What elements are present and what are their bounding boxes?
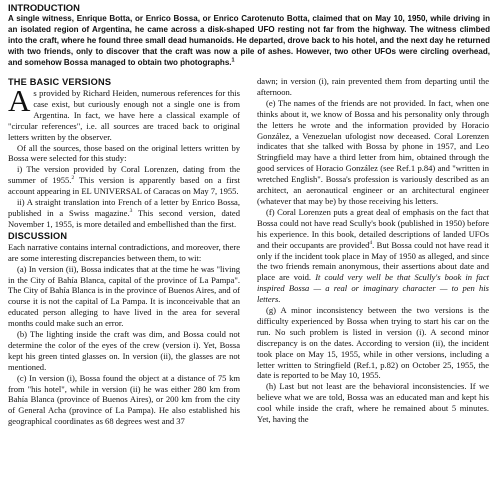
paragraph [8, 83, 240, 143]
paragraph-text: ii) A straight translation into French of a letter by Enrico Bossa, published in a Swiss magazine. [8, 197, 240, 218]
paragraph: (a) In version (ii), Bossa indicates that at the time he was "living in the City of Bahía Blanca, capital of the province of La Pampa". The City of Bahía Blanca is in the province of Buenos Aires, and of course it is not the capital of La Pampa. It is inconceivable that an educated person alleging to have lived in the area for several months could make such an error. [8, 263, 240, 329]
paragraph-text: s provided by Richard Heiden, numerous references for this case exist, but curiously enough not a single one is from Argentina. In fact, we have here a classical example of "circular references", i.e. all sources are traced back to original letters written by the observer. [8, 88, 240, 142]
paragraph: (h) Last but not least are the behavioral inconsistencies. If we believe what we are told, Bossa was an educated man and kept his cool while inside the craft, where he remained about 5 minutes. Yet, having the [257, 381, 489, 425]
footnote-ref: 2 [71, 175, 75, 182]
paragraph: (e) The names of the friends are not provided. In fact, when one thinks about it, we know of Bossa and his personality only through the letters he wrote and the information provided by Horacio González, a Venezuelan ufologist now deceased. Coral Lorenzen indicates that she talked with Bossa by phone in 1957, and Leo Stringfield may have a third letter from him, obtained through the good services of Horacio González (see Ref.1 p.84) and "written in wretched English". Bossa's profession is variously described as an architect, an aeronautical engineer or an architectural engineer (whatever that may be) by those receiving his letters. [257, 97, 489, 206]
paragraph: (c) In version (i), Bossa found the object at a distance of 75 km from "his hotel", while in version (ii) he was either 280 km from Bahía Blanca (province of Buenos Aires), or 200 km from the city of General Acha (province of La Pampa). He also established his geographical coordinates as 68 degrees west and 37 [8, 372, 240, 427]
paragraph-text: This version is apparently based on a first account appearing in EL UNIVERSAL of Caracas on May 7, 1955. [8, 175, 240, 197]
footnote-ref: 3 [129, 208, 133, 215]
paragraph-text: . But Bossa could not have read it only if the incident took place in May of 1950 as alleged, and since the two friends remain anonymous, their assertions about date and place are void. [257, 239, 489, 283]
footnote-ref: 4 [369, 239, 373, 246]
introduction-text [8, 13, 490, 68]
right-column [257, 76, 489, 425]
paragraph: dawn; in version (i), rain prevented them from departing until the afternoon. [257, 76, 489, 97]
paragraph: (b) The lighting inside the craft was dim, and Bossa could not determine the color of the eyes of the crew (version i). Yet, Bossa kept his green tinted glasses on. In version (ii), the glasses are not mentioned. [8, 329, 240, 372]
paragraph: Of all the sources, those based on the original letters written by Bossa were selected for this study: [8, 142, 240, 164]
left-column [8, 76, 240, 427]
paragraph: (g) A minor inconsistency between the two versions is the difficulty experienced by Bossa when trying to start his car on the run. No such problem is listed in version (i). A second minor discrepancy is on the dates. According to version (ii), the incident took place on May 15, 1955, while in other versions, including a letter written to Stringfield (Ref.1, p.82) on October 25, 1955, the date is reported to be May 10, 1955. [257, 305, 489, 381]
paragraph-text: This second version, dated November 1, 1955, is more detailed and embellished than the first. [8, 207, 240, 229]
paragraph [8, 164, 240, 197]
paragraph-text: (f) Coral Lorenzen puts a great deal of emphasis on the fact that Bossa could not have read Scully's book (published in 1950) before his experience. In this book, detailed descriptions of landed UFOs and their occupants are provided [257, 206, 489, 250]
paragraph: Each narrative contains internal contradictions, and moreover, there are some interesting discrepancies between them, to wit: [8, 241, 240, 263]
introduction-body: A single witness, Enrique Botta, or Enrico Bossa, or Enrico Carotenuto Botta, claimed that on May 10, 1950, while driving in an isolated region of Argentina, he came across a disk-shaped UFO resting not far from the highway. The witness climbed into the craft, where he found three small dead humanoids. He departed, drove back to his hotel, and the next day he returned with two friends, only to discover that the craft was now a pile of ashes. However, two other UFOs were circling overhead, and somehow Bossa managed to obtain two photographs. [8, 14, 490, 67]
section-heading-discussion: DISCUSSION [8, 230, 68, 241]
section-heading-basic-versions: THE BASIC VERSIONS [8, 77, 112, 87]
footnote-ref: 1 [231, 57, 235, 64]
paragraph-text: i) The version provided by Coral Lorenzen, dating from the summer of 1955. [8, 164, 240, 186]
introduction-box [8, 2, 490, 68]
introduction-heading: INTRODUCTION [8, 2, 80, 13]
drop-cap: A [8, 83, 31, 118]
italic-quote: It could very well be that Scully's book in fact inspired Bossa — a real or imaginary character — to pen his letters. [257, 272, 489, 305]
paragraph [8, 197, 240, 230]
paragraph [257, 207, 489, 305]
